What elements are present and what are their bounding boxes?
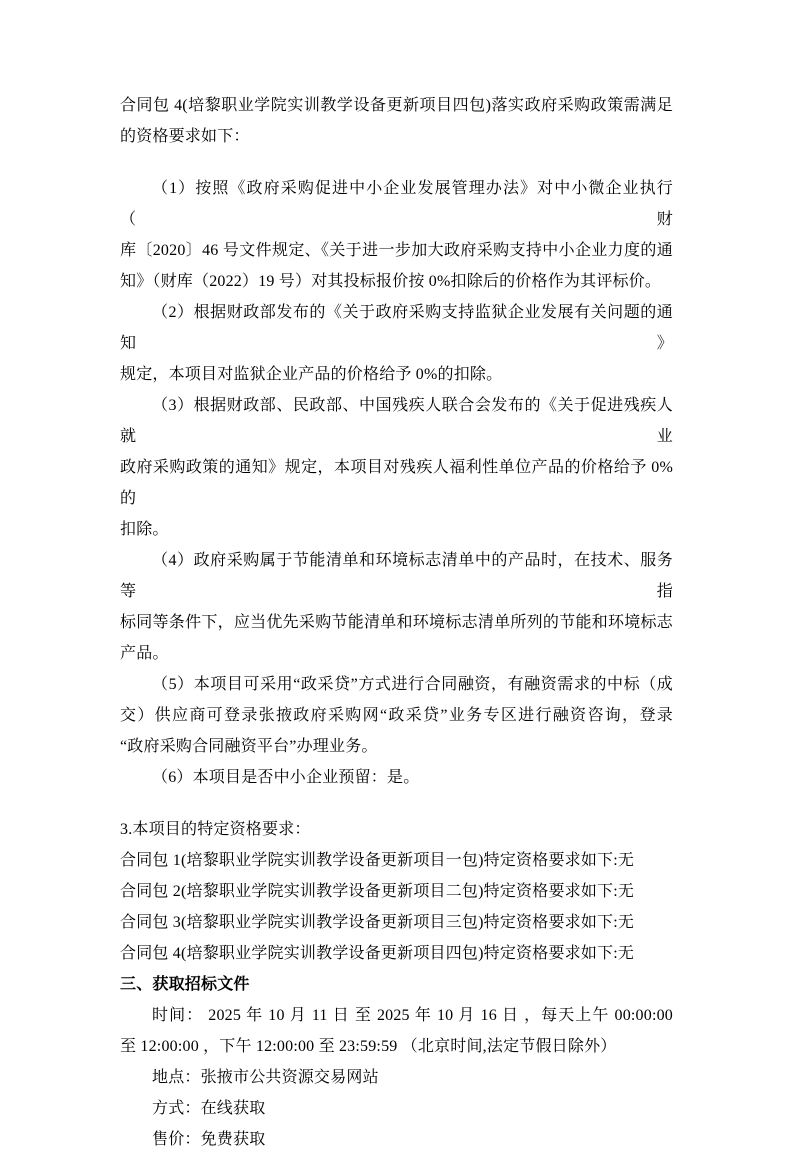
text-line: 地点：张掖市公共资源交易网站 xyxy=(152,1069,379,1086)
text-line: 知》（财库（2022）19 号）对其投标报价按 0%扣除后的价格作为其评标价。 xyxy=(120,273,662,290)
text-line: （5）本项目可采用“政采贷”方式进行合同融资，有融资需求的中标（成 xyxy=(152,676,673,693)
policy-item-6-paragraph xyxy=(120,762,673,793)
obtain-method-paragraph xyxy=(120,1093,673,1124)
policy-item-3-paragraph xyxy=(120,390,673,545)
text-line: （2）根据财政部发布的《关于政府采购支持监狱企业发展有关问题的通知》 xyxy=(120,304,673,352)
text-line: 合同包 4(培黎职业学院实训教学设备更新项目四包)落实政府采购政策需满足 xyxy=(120,97,673,114)
package4-specific-qualification xyxy=(120,938,673,969)
text-line: 扣除。 xyxy=(120,521,169,538)
package2-specific-qualification xyxy=(120,876,673,907)
text-line: “政府采购合同融资平台”办理业务。 xyxy=(120,738,378,755)
text-line: （1）按照《政府采购促进中小企业发展管理办法》对中小微企业执行（财 xyxy=(120,180,673,228)
text-line: 交）供应商可登录张掖政府采购网“政采贷”业务专区进行融资咨询，登录 xyxy=(120,707,673,724)
text-line: 三、获取招标文件 xyxy=(120,976,250,993)
text-line: 政府采购政策的通知》规定，本项目对残疾人福利性单位产品的价格给予 0%的 xyxy=(120,459,673,507)
document-body xyxy=(120,90,673,1155)
text-line: （4）政府采购属于节能清单和环境标志清单中的产品时，在技术、服务等指 xyxy=(120,552,673,600)
obtain-time-paragraph xyxy=(120,1000,673,1062)
text-line: 合同包 2(培黎职业学院实训教学设备更新项目二包)特定资格要求如下:无 xyxy=(120,883,635,900)
blank-line-1 xyxy=(120,152,673,173)
section-heading-obtain-bid-documents xyxy=(120,969,673,1000)
text-line: 合同包 1(培黎职业学院实训教学设备更新项目一包)特定资格要求如下:无 xyxy=(120,852,635,869)
package1-specific-qualification xyxy=(120,845,673,876)
blank-line-2 xyxy=(120,793,673,814)
policy-item-2-paragraph xyxy=(120,297,673,390)
policy-item-1-paragraph xyxy=(120,173,673,297)
policy-item-5-paragraph xyxy=(120,669,673,762)
policy-item-4-paragraph xyxy=(120,545,673,669)
text-line: 3.本项目的特定资格要求： xyxy=(120,821,311,838)
text-line: 的资格要求如下： xyxy=(120,128,250,145)
text-line: 库〔2020〕46 号文件规定、《关于进一步加大政府采购支持中小企业力度的通 xyxy=(120,242,673,259)
text-line: 产品。 xyxy=(120,645,169,662)
package3-specific-qualification xyxy=(120,907,673,938)
text-line: 方式：在线获取 xyxy=(152,1100,266,1117)
specific-qualification-title xyxy=(120,814,673,845)
obtain-place-paragraph xyxy=(120,1062,673,1093)
text-line: （3）根据财政部、民政部、中国残疾人联合会发布的《关于促进残疾人就业 xyxy=(120,397,673,445)
package4-policy-intro-paragraph xyxy=(120,90,673,152)
text-line: 合同包 4(培黎职业学院实训教学设备更新项目四包)特定资格要求如下:无 xyxy=(120,945,635,962)
text-line: 标同等条件下，应当优先采购节能清单和环境标志清单所列的节能和环境标志 xyxy=(120,614,673,631)
text-line: 规定，本项目对监狱企业产品的价格给予 0%的扣除。 xyxy=(120,366,503,383)
text-line: 至 12:00:00 ，下午 12:00:00 至 23:59:59 （北京时间,法定节假日除外） xyxy=(120,1038,617,1055)
text-line: （6）本项目是否中小企业预留：是。 xyxy=(152,769,420,786)
obtain-price-paragraph xyxy=(120,1124,673,1155)
text-line: 合同包 3(培黎职业学院实训教学设备更新项目三包)特定资格要求如下:无 xyxy=(120,914,635,931)
text-line: 售价：免费获取 xyxy=(152,1131,266,1148)
text-line: 时间： 2025 年 10 月 11 日 至 2025 年 10 月 16 日 ，每天上午 00:00:00 xyxy=(152,1007,673,1024)
